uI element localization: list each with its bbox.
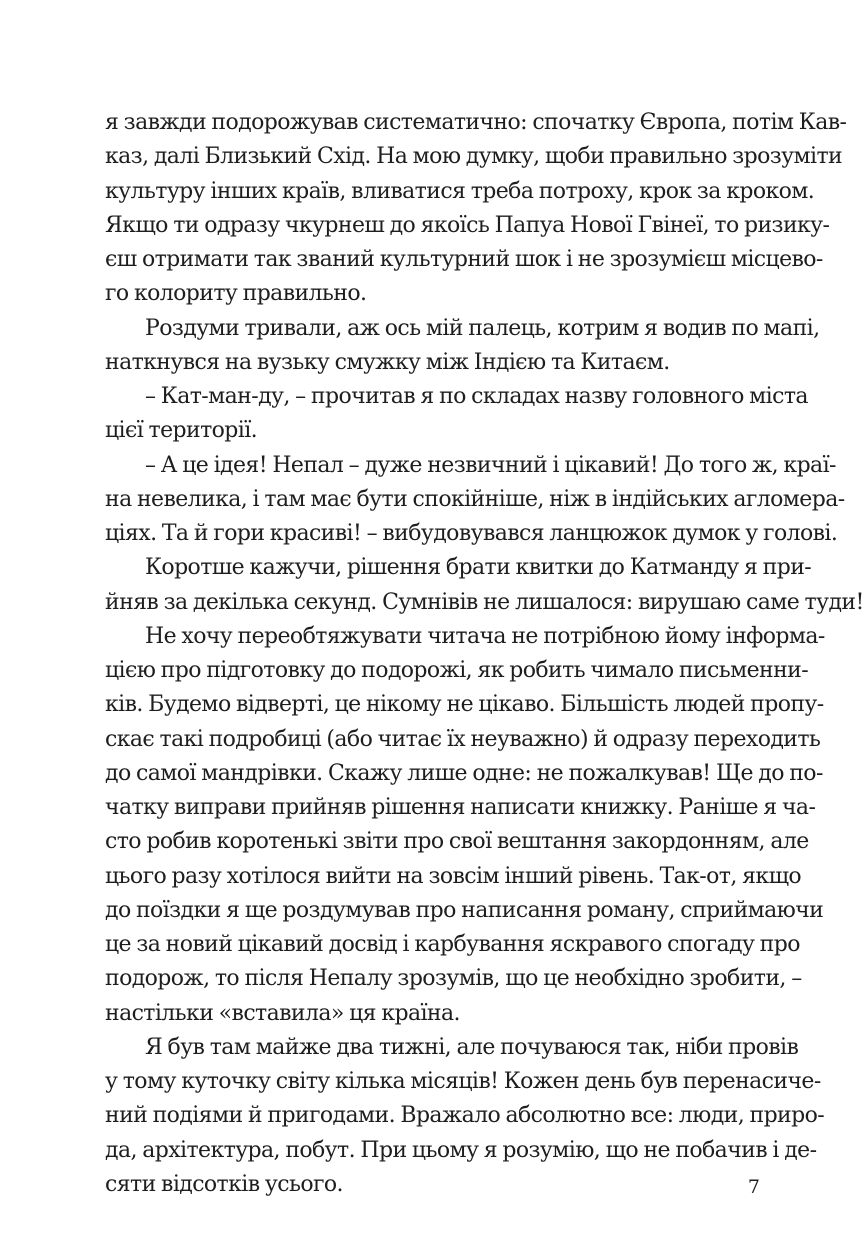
text-line: – А це ідея! Непал – дуже незвичний і цікавий! До того ж, краї- [145, 452, 836, 478]
text-line: ціях. Та й гори красиві! – вибудовувався ланцюжок думок у голові. [105, 521, 838, 546]
text-line: го колориту правильно. [105, 281, 367, 307]
text-line: – Кат-ман-ду, – прочитав я по складах назву головного міста [145, 384, 808, 409]
text-line: на невелика, і там має бути спокійніше, ніж в індійських агломера- [105, 486, 845, 512]
text-line: Якщо ти одразу чкурнеш до якоїсь Папуа Нової Гвінеї, то ризику- [105, 212, 830, 238]
text-line: цією про підготовку до подорожі, як робить чимало письменни- [105, 658, 809, 683]
text-line: йняв за декілька секунд. Сумнівів не лишалося: вирушаю саме туди! [105, 589, 864, 615]
text-line: культуру інших країв, вливатися треба потроху, крок за кроком. [105, 178, 815, 204]
text-line: наткнувся на вузьку смужку між Індією та Китаєм. [105, 349, 670, 375]
text-line: єш отримати так званий культурний шок і не зрозумієш місцево- [105, 247, 823, 272]
text-line: ний подіями й пригодами. Вражало абсолютно все: люди, приро- [105, 1103, 825, 1129]
text-line: цієї території. [105, 418, 258, 444]
text-line: до поїздки я ще роздумував про написання роману, сприймаючи [105, 897, 824, 923]
text-line: Я був там майже два тижні, але почуваюся так, ніби провів [145, 1034, 799, 1060]
text-line: скає такі подробиці (або читає їх неуважно) й одразу переходить [105, 726, 821, 752]
text-line: це за новий цікавий досвід і карбування яскравого спогаду про [105, 932, 800, 957]
text-line: сто робив коротенькі звіти про свої вештання закордонням, але [105, 829, 809, 855]
text-line: цього разу хотілося вийти на зовсім інший рівень. Так-от, якщо [105, 863, 802, 889]
text-line: я завжди подорожував систематично: спочатку Європа, потім Кав- [105, 110, 847, 135]
page-number: 7 [747, 1176, 760, 1198]
text-line: у тому куточку світу кілька місяців! Кожен день був перенасиче- [105, 1069, 821, 1094]
text-line: Не хочу переобтяжувати читача не потрібною йому інформа- [145, 623, 825, 649]
text-line: Роздуми тривали, аж ось мій палець, котрим я водив по мапі, [145, 315, 820, 341]
text-line: подорож, то після Непалу зрозумів, що це необхідно зробити, – [105, 966, 802, 992]
text-line: ків. Будемо відверті, це нікому не цікаво. Більшість людей пропу- [105, 692, 824, 718]
text-line: чатку виправи прийняв рішення написати книжку. Раніше я ча- [105, 795, 816, 820]
body-text [105, 106, 864, 1202]
text-line: да, архітектура, побут. При цьому я розумію, що не побачив і де- [105, 1137, 817, 1163]
text-line: каз, далі Близький Схід. На мою думку, щоби правильно зрозуміти [105, 144, 843, 170]
text-line: сяти відсотків усього. [105, 1171, 343, 1197]
text-line: Коротше кажучи, рішення брати квитки до Катманду я при- [145, 555, 812, 581]
text-line: настільки «вставила» ця країна. [105, 1000, 460, 1026]
text-line: до самої мандрівки. Скажу лише одне: не пожалкував! Ще до по- [105, 760, 823, 786]
